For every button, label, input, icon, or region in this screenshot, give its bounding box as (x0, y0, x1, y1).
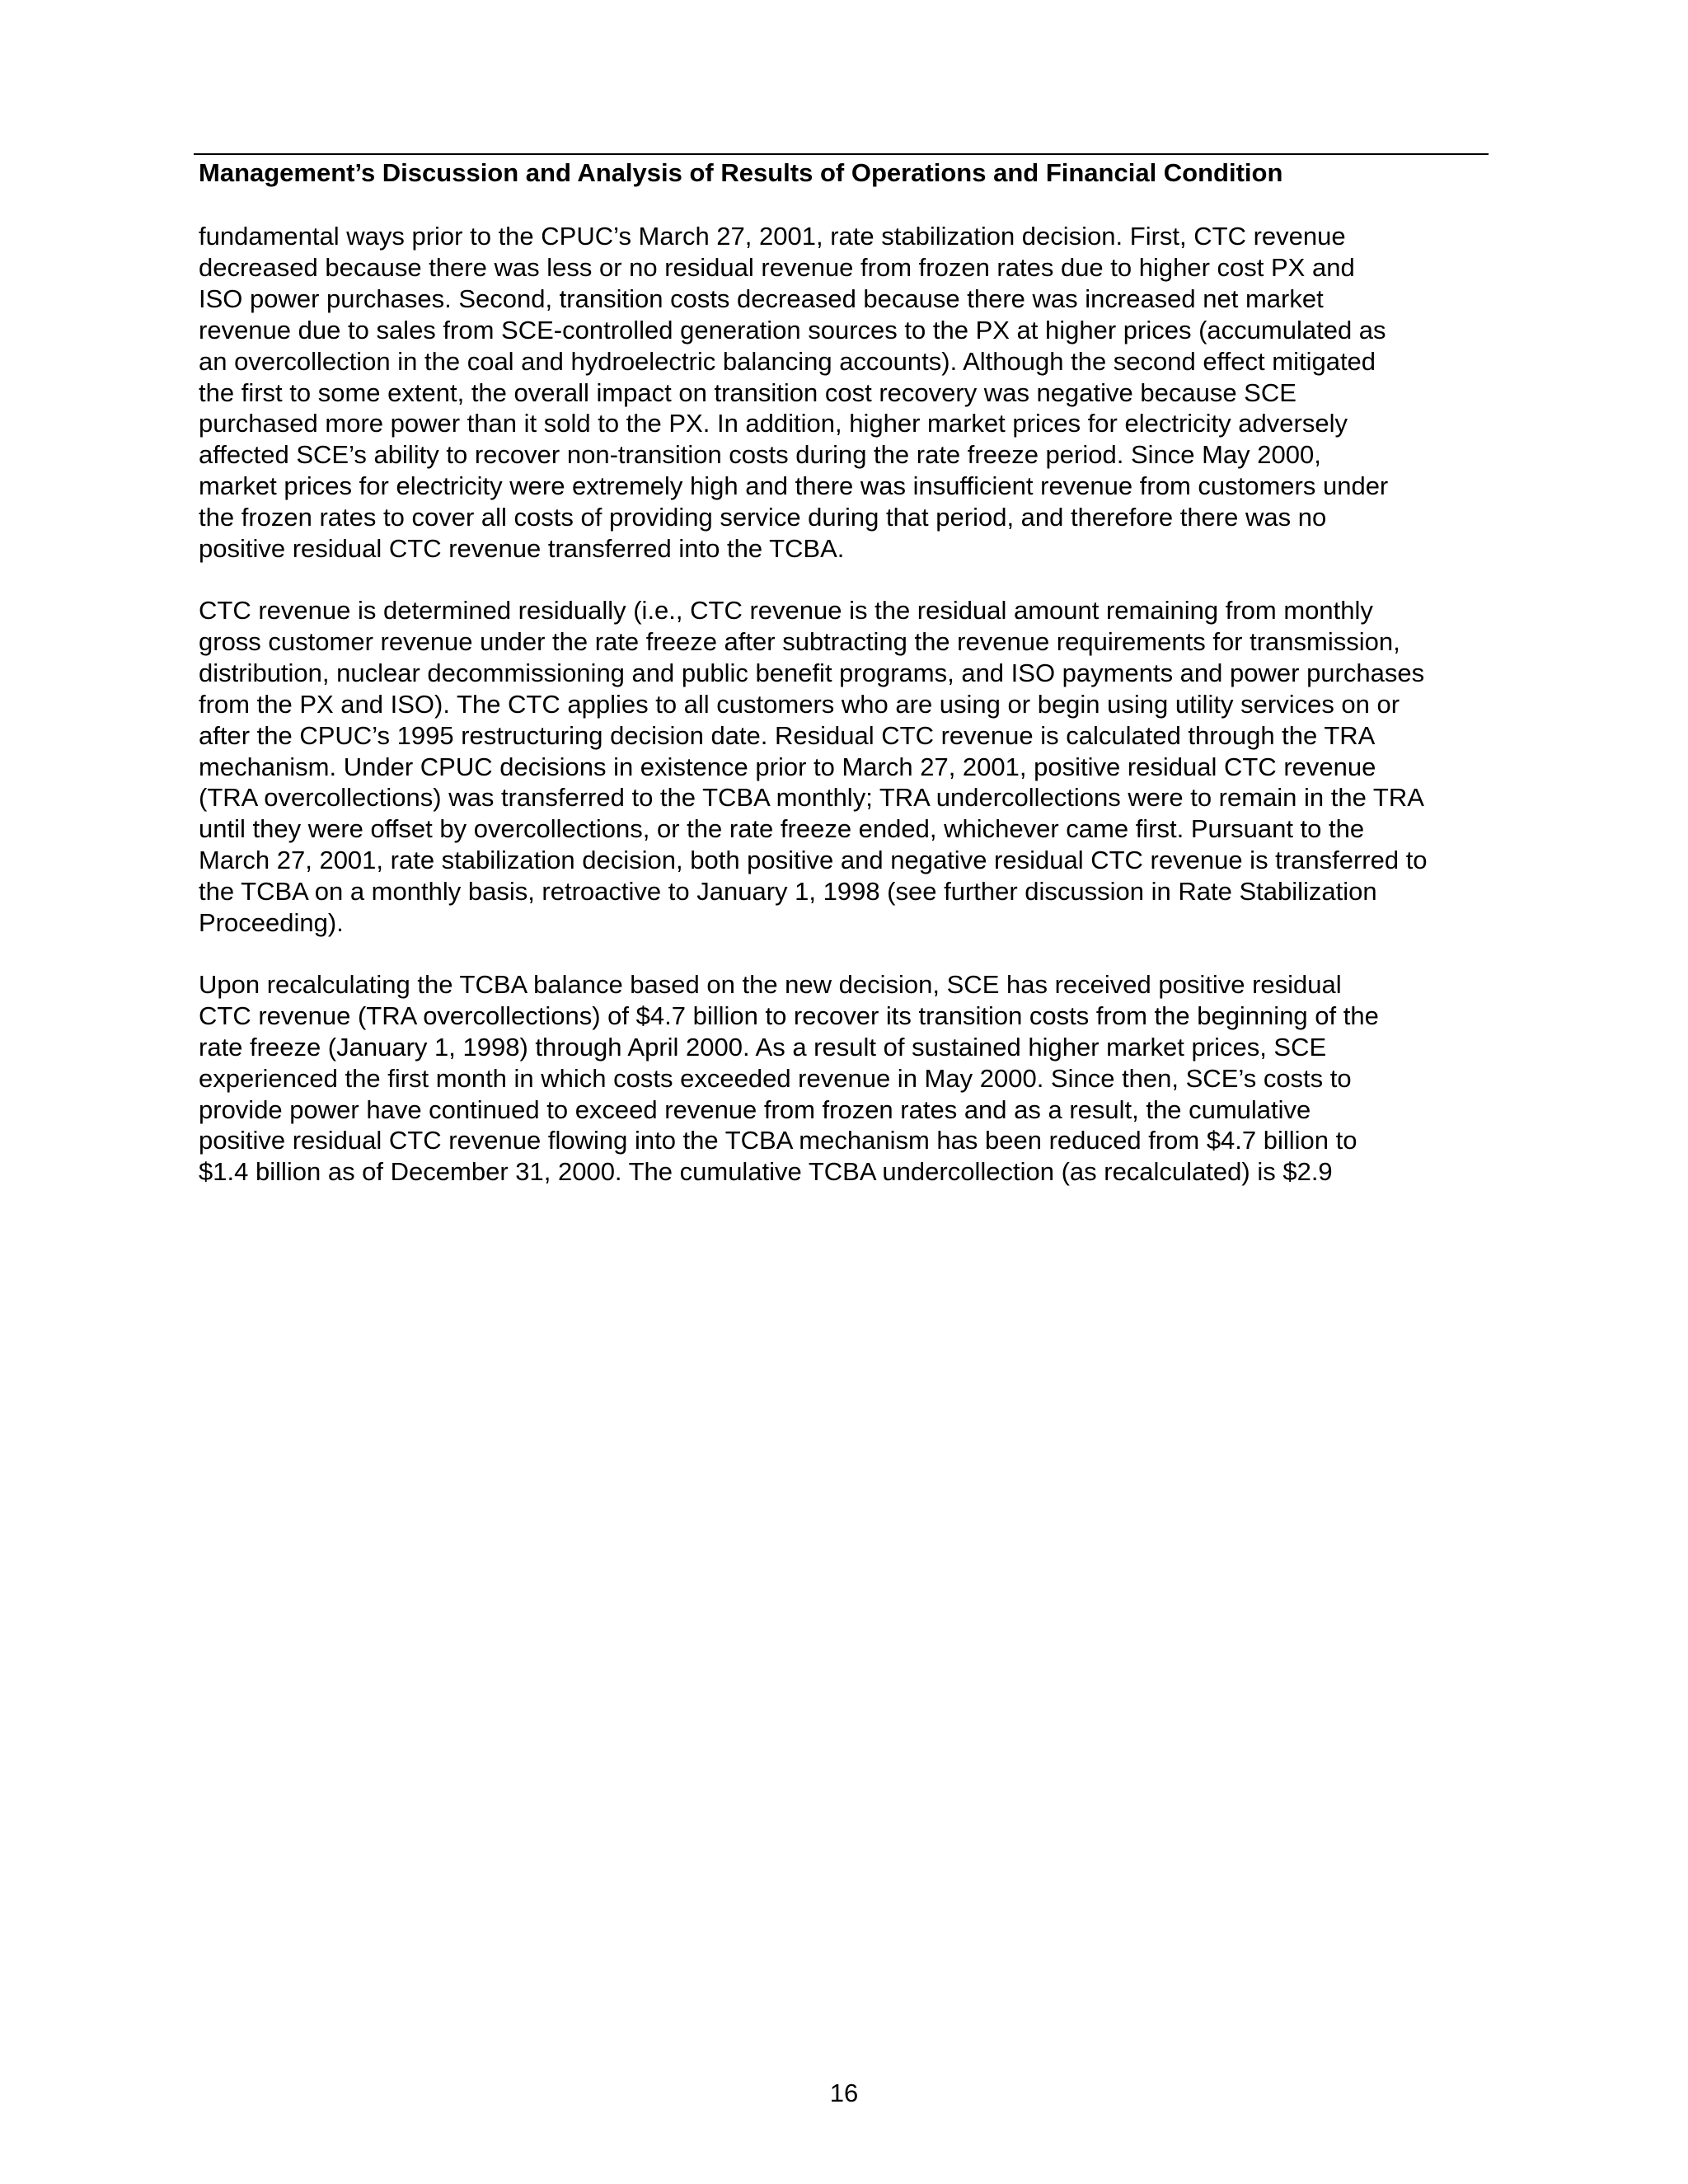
text-line: provide power have continued to exceed revenue from frozen rates and as a result, the cumulative (199, 1094, 1311, 1124)
text-line: distribution, nuclear decommissioning and public benefit programs, and ISO payments and power purchases (199, 658, 1425, 687)
text-line: from the PX and ISO). The CTC applies to all customers who are using or begin using utility services on or (199, 689, 1400, 719)
paragraph-2 (199, 595, 1493, 939)
page-number: 16 (829, 2079, 859, 2107)
text-line: market prices for electricity were extremely high and there was insufficient revenue from customers under (199, 471, 1389, 501)
text-line: experienced the first month in which costs exceeded revenue in May 2000. Since then, SCE’s costs to (199, 1063, 1352, 1093)
paragraph-3 (199, 969, 1493, 1188)
text-line: the frozen rates to cover all costs of providing service during that period, and therefore there was no (199, 503, 1327, 532)
text-line: an overcollection in the coal and hydroelectric balancing accounts). Although the second effect mitigated (199, 346, 1376, 376)
text-line: purchased more power than it sold to the PX. In addition, higher market prices for electricity adversely (199, 409, 1348, 438)
text-line: gross customer revenue under the rate freeze after subtracting the revenue requirements for transmission, (199, 626, 1400, 656)
paragraph-1 (199, 221, 1493, 565)
text-line: decreased because there was less or no residual revenue from frozen rates due to higher cost PX and (199, 252, 1355, 282)
text-line: $1.4 billion as of December 31, 2000. The cumulative TCBA undercollection (as recalculated) is $2.9 (199, 1157, 1333, 1187)
text-line: CTC revenue is determined residually (i.e., CTC revenue is the residual amount remaining from monthly (199, 595, 1373, 625)
text-line: revenue due to sales from SCE-controlled generation sources to the PX at higher prices (accumulated as (199, 315, 1386, 344)
text-line: CTC revenue (TRA overcollections) of $4.7 billion to recover its transition costs from the beginning of the (199, 1001, 1379, 1030)
text-line: March 27, 2001, rate stabilization decision, both positive and negative residual CTC revenue is transferred to (199, 846, 1428, 875)
text-line: mechanism. Under CPUC decisions in existence prior to March 27, 2001, positive residual CTC revenue (199, 752, 1376, 781)
text-line: the first to some extent, the overall impact on transition cost recovery was negative because SCE (199, 377, 1296, 407)
text-line: affected SCE’s ability to recover non-transition costs during the rate freeze period. Since May 2000, (199, 440, 1321, 470)
text-line: (TRA overcollections) was transferred to the TCBA monthly; TRA undercollections were to remain in the TRA (199, 783, 1424, 813)
text-line: positive residual CTC revenue transferred into the TCBA. (199, 534, 845, 564)
document-body (199, 221, 1493, 1218)
text-line: until they were offset by overcollections, or the rate freeze ended, whichever came first. Pursuant to the (199, 814, 1365, 844)
text-line: positive residual CTC revenue flowing into the TCBA mechanism has been reduced from $4.7 billion to (199, 1126, 1357, 1155)
text-line: the TCBA on a monthly basis, retroactive to January 1, 1998 (see further discussion in Rate Stabilization (199, 877, 1377, 907)
header-rule (194, 153, 1489, 155)
text-line: Upon recalculating the TCBA balance based on the new decision, SCE has received positive residual (199, 969, 1342, 999)
text-line: after the CPUC’s 1995 restructuring decision date. Residual CTC revenue is calculated through the TRA (199, 720, 1376, 750)
text-line: fundamental ways prior to the CPUC’s March 27, 2001, rate stabilization decision. First, CTC revenue (199, 222, 1346, 251)
text-line: rate freeze (January 1, 1998) through April 2000. As a result of sustained higher market prices, SCE (199, 1032, 1327, 1062)
text-line: Proceeding). (199, 908, 344, 938)
text-line: ISO power purchases. Second, transition costs decreased because there was increased net market (199, 284, 1324, 313)
section-header: Management’s Discussion and Analysis of Results of Operations and Financial Condition (199, 158, 1283, 187)
